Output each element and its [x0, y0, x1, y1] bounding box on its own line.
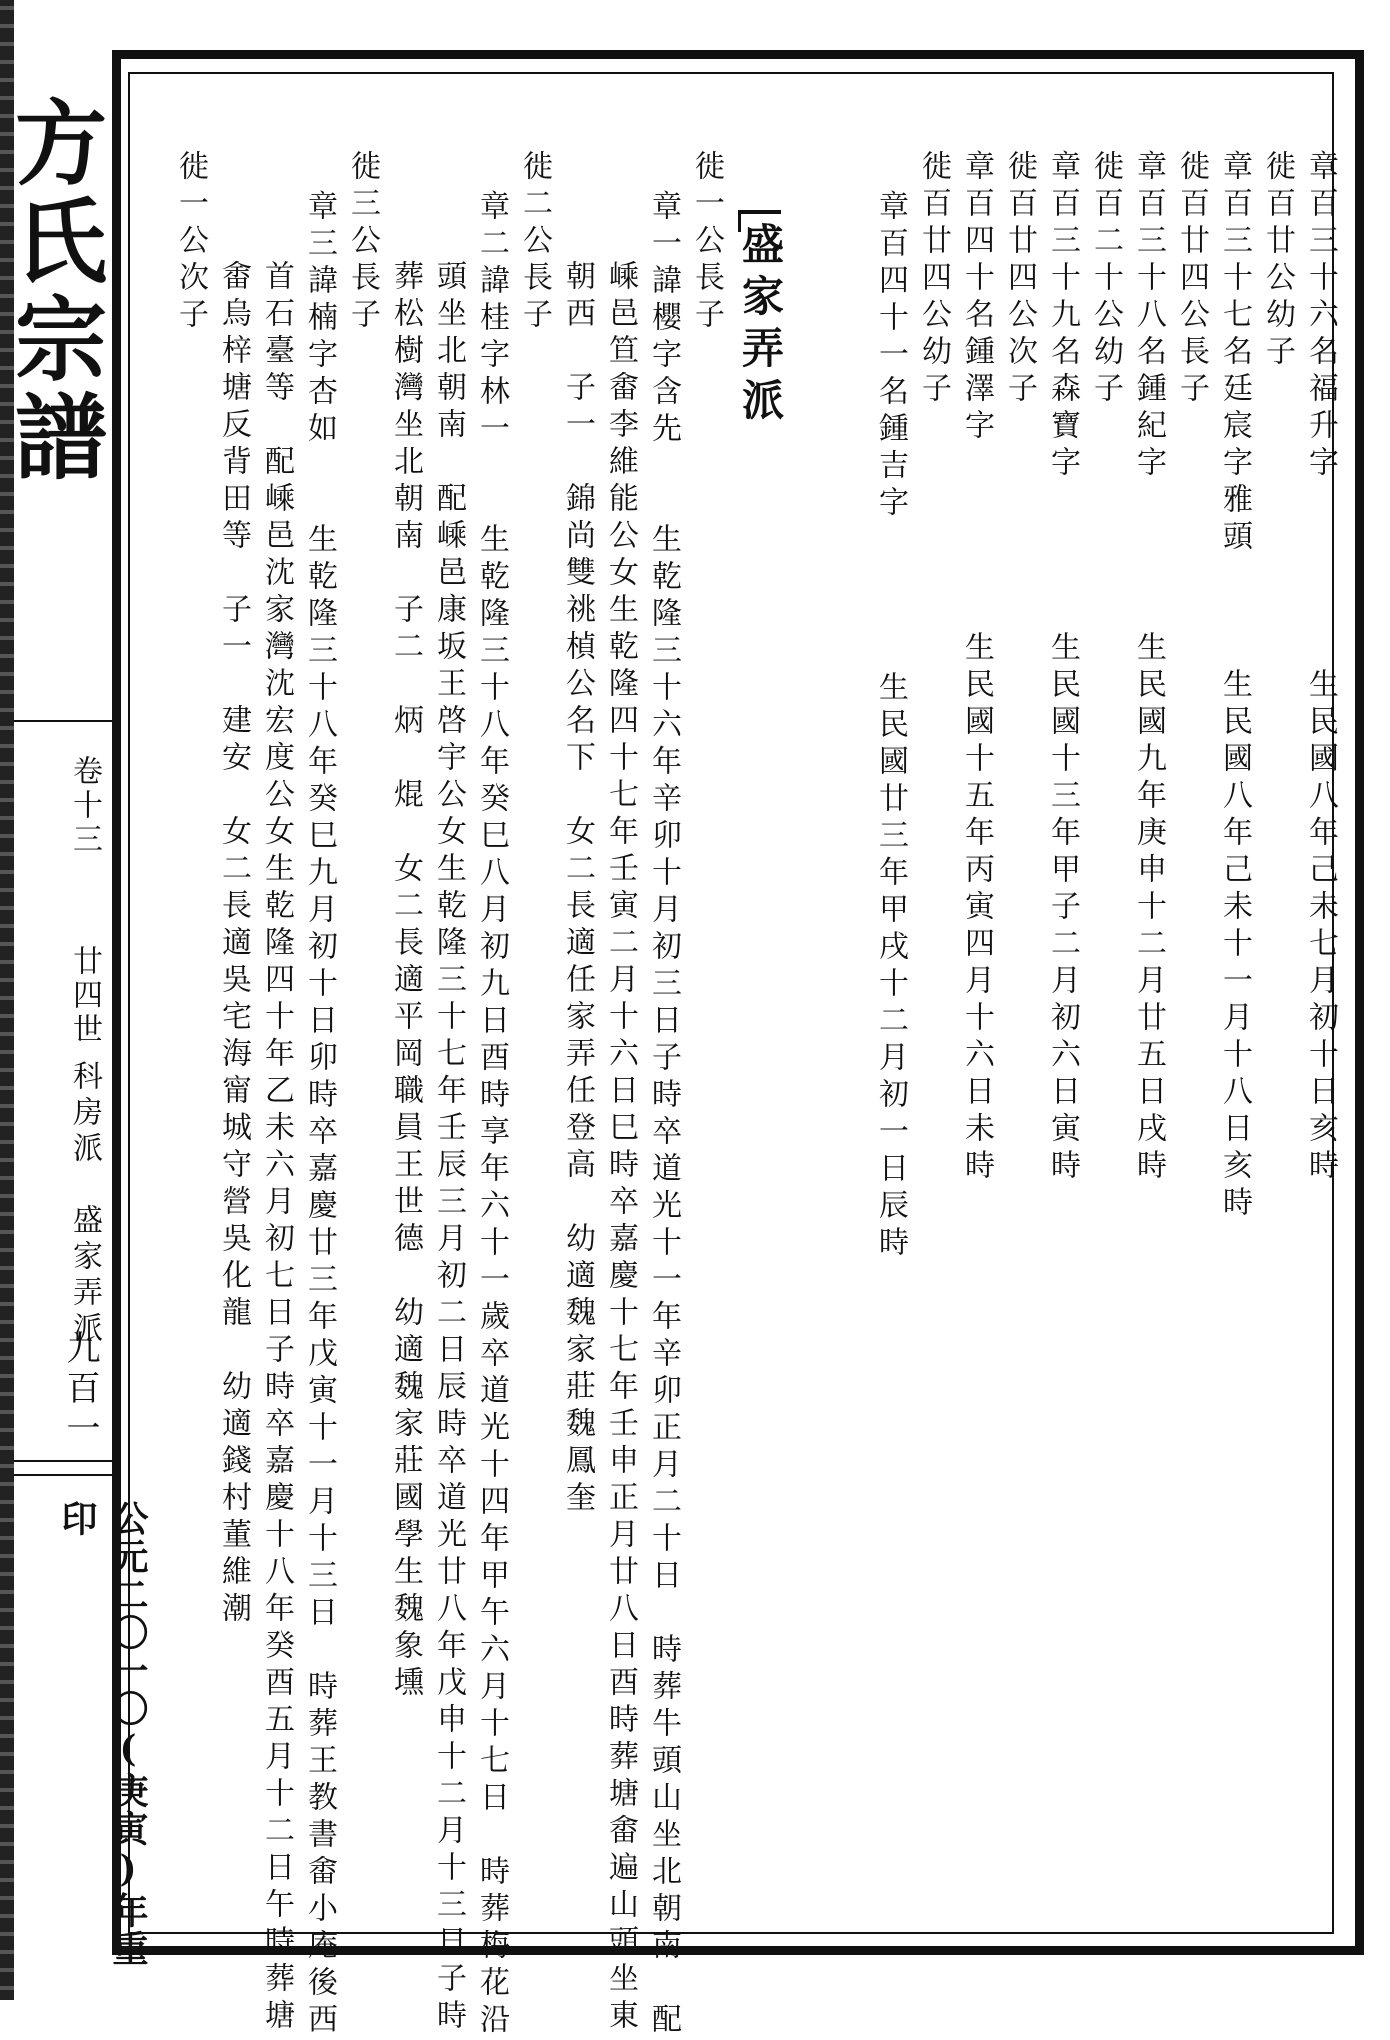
reprint-note: 公元二〇一〇(庚寅)年重印 [56, 1500, 149, 1968]
genealogy-column: 章百三十九名森寶字 生民國十三年甲子二月初六日寅時 [1045, 150, 1080, 1186]
section-heading: 盛家弄派 [736, 222, 785, 430]
genealogy-column: 徙百廿四公次子 [1002, 150, 1037, 409]
margin-divider [14, 1460, 112, 1462]
genealogy-column: 徙一公次子 [173, 150, 208, 335]
genealogy-column: 章百三十八名鍾紀字 生民國九年庚申十二月廿五日戌時 [1131, 150, 1166, 1186]
generation-label: 廿四世 [67, 945, 102, 1047]
page-number: 九百一 [60, 1330, 100, 1450]
genealogy-column: 葬松樹灣坐北朝南 子二 炳 焜 女二長適平岡職員王世德 幼適魏家莊國學生魏象壎 [388, 260, 423, 1703]
genealogy-column: 頭坐北朝南 配嵊邑康坂王啓宇公女生乾隆三十七年壬辰三月初二日辰時卒道光廿八年戊申十二月十三日子時 [431, 260, 466, 2036]
genealogy-column: 朝西 子一 錦尚雙祧楨公名下 女二長適任家弄任登高 幼適魏家莊魏鳳奎 [560, 260, 595, 1518]
genealogy-column: 徙二公長子 [517, 150, 552, 335]
genealogy-column: 徙百廿公幼子 [1260, 150, 1295, 372]
book-title: 方氏宗譜 [0, 95, 108, 487]
genealogy-column: 章三諱楠字杏如 生乾隆三十八年癸巳九月初十日卯時卒嘉慶廿三年戊寅十一月十三日 時葬王教書畬小庵後西 [302, 190, 337, 2040]
volume-label: 卷十三 [67, 755, 102, 857]
margin-divider [14, 1474, 112, 1476]
genealogy-column: 徙一公長子 [689, 150, 724, 335]
genealogy-column: 章百三十七名廷宸字雅頭 生民國八年己未十一月十八日亥時 [1217, 150, 1252, 1223]
margin-divider [14, 720, 112, 722]
genealogy-column: 畬烏梓塘反背田等 子一 建安 女二長適吳宅海甯城守營吳化龍 幼適錢村董維潮 [216, 260, 251, 1629]
genealogy-column: 章百三十六名福升字 生民國八年己未七月初十日亥時 [1303, 150, 1338, 1186]
genealogy-column: 嵊邑笪畬李維能公女生乾隆四十七年壬寅二月十六日巳時卒嘉慶十七年壬申正月廿八日酉時葬塘畬遍山頭坐東 [603, 260, 638, 2036]
genealogy-column: 徙百廿四公幼子 [916, 150, 951, 409]
branch-label: 科房派 盛家弄派 [67, 1060, 102, 1348]
genealogy-column: 章百四十名鍾澤字 生民國十五年丙寅四月十六日未時 [959, 150, 994, 1186]
genealogy-column: 徙百廿四公長子 [1174, 150, 1209, 409]
genealogy-column: 章百四十一名鍾吉字 生民國廿三年甲戌十二月初一日辰時 [873, 190, 908, 1263]
genealogy-column: 章一諱櫻字含先 生乾隆三十六年辛卯十月初三日子時卒道光十一年辛卯正月二十日 時葬牛頭山坐北朝南 配 [646, 190, 681, 2040]
genealogy-column: 首石臺等 配嵊邑沈家灣沈宏度公女生乾隆四十年乙未六月初七日子時卒嘉慶十八年癸酉五月十二日午時葬塘 [259, 260, 294, 2036]
genealogy-column: 徙三公長子 [345, 150, 380, 335]
genealogy-column: 徙百二十公幼子 [1088, 150, 1123, 409]
genealogy-column: 章二諱桂字林一 生乾隆三十八年癸巳八月初九日酉時享年六十一歲卒道光十四年甲午六月十七日 時葬梅花沿 [474, 190, 509, 2040]
